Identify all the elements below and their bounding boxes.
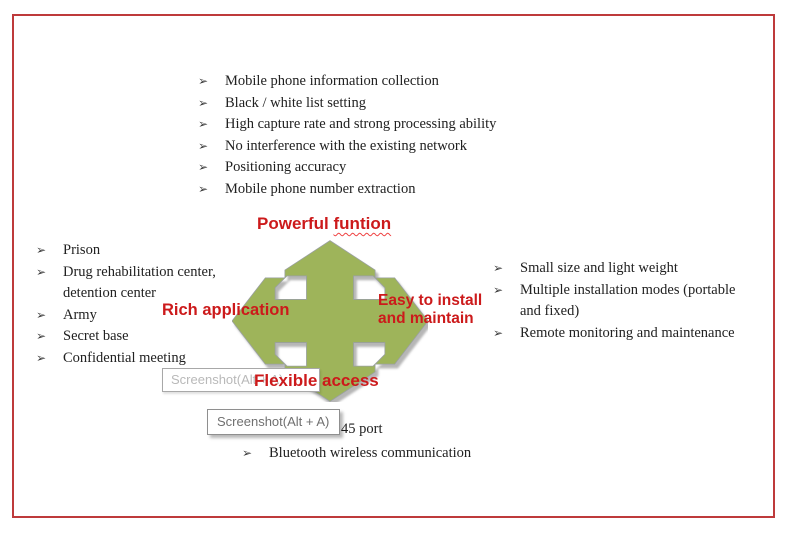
arrow-bullet-icon: ➢ xyxy=(198,95,209,110)
arrow-bullet-icon: ➢ xyxy=(198,117,209,131)
arrow-bullet-icon: ➢ xyxy=(493,282,504,297)
port-line-fragment: 45 port xyxy=(341,421,383,437)
list-item xyxy=(36,348,216,370)
screenshot-tooltip: Screenshot(Alt + A) xyxy=(207,409,340,435)
list-item-text: Mobile phone number extraction xyxy=(225,180,416,197)
arrow-bullet-icon: ➢ xyxy=(36,350,47,365)
arrow-bullet-icon: ➢ xyxy=(36,307,47,322)
list-item-text: Secret base xyxy=(63,328,129,344)
arrow-label-bottom: Flexible access xyxy=(254,371,379,390)
list-item-text: Confidential meeting xyxy=(63,349,186,366)
arrow-label-left: Rich application xyxy=(162,301,290,319)
list-item xyxy=(198,114,496,136)
list-item xyxy=(242,443,471,465)
arrow-bullet-icon: ➢ xyxy=(493,261,504,275)
list-item-text: Multiple installation modes (portable xyxy=(520,281,736,298)
list-item-text: Remote monitoring and maintenance xyxy=(520,324,735,341)
arrow-bullet-icon: ➢ xyxy=(36,264,47,279)
list-item xyxy=(36,240,216,262)
arrow-bullet-icon: ➢ xyxy=(198,74,209,88)
list-item-text: Prison xyxy=(63,242,101,258)
list-item xyxy=(493,258,735,280)
arrow-bullet-icon: ➢ xyxy=(36,329,47,343)
arrow-label-right xyxy=(378,292,482,327)
list-item-text: Mobile phone information collection xyxy=(225,73,439,89)
list-item xyxy=(198,93,496,115)
list-item-text: Drug rehabilitation center, xyxy=(63,263,216,280)
arrow-bullet-icon: ➢ xyxy=(242,446,253,460)
arrow-label-top-prefix: Powerful xyxy=(257,214,334,233)
list-item xyxy=(493,323,735,345)
list-item-text: High capture rate and strong processing ability xyxy=(225,116,497,132)
list-item xyxy=(198,71,496,93)
access-list xyxy=(242,443,471,465)
list-item xyxy=(36,326,216,348)
list-item-text: and fixed) xyxy=(520,303,580,319)
arrow-label-top-misspelled: funtion xyxy=(333,214,392,233)
list-item xyxy=(198,179,496,201)
arrow-label-right-line2: and maintain xyxy=(378,309,474,327)
list-item xyxy=(493,301,735,323)
list-item-text: No interference with the existing network xyxy=(225,137,467,154)
features-list xyxy=(198,71,496,200)
arrow-label-top xyxy=(257,214,391,234)
arrow-bullet-icon: ➢ xyxy=(493,325,504,340)
list-item-text: detention center xyxy=(63,285,156,301)
arrow-label-right-line1: Easy to install xyxy=(378,292,483,309)
list-item-text: Bluetooth wireless communication xyxy=(269,445,472,461)
arrow-bullet-icon: ➢ xyxy=(198,181,209,196)
list-item-text: Black / white list setting xyxy=(225,94,366,111)
install-list xyxy=(493,258,735,344)
list-item xyxy=(198,157,496,179)
list-item-text: Small size and light weight xyxy=(520,260,678,276)
list-item xyxy=(493,280,735,302)
arrow-bullet-icon: ➢ xyxy=(198,160,209,174)
screenshot-tooltip: Screenshot(Alt + A) xyxy=(162,368,320,392)
list-item xyxy=(36,262,216,284)
list-item-text: Army xyxy=(63,306,97,323)
arrow-bullet-icon: ➢ xyxy=(36,243,47,257)
arrow-bullet-icon: ➢ xyxy=(198,138,209,153)
list-item xyxy=(198,136,496,158)
list-item-text: Positioning accuracy xyxy=(225,159,347,175)
